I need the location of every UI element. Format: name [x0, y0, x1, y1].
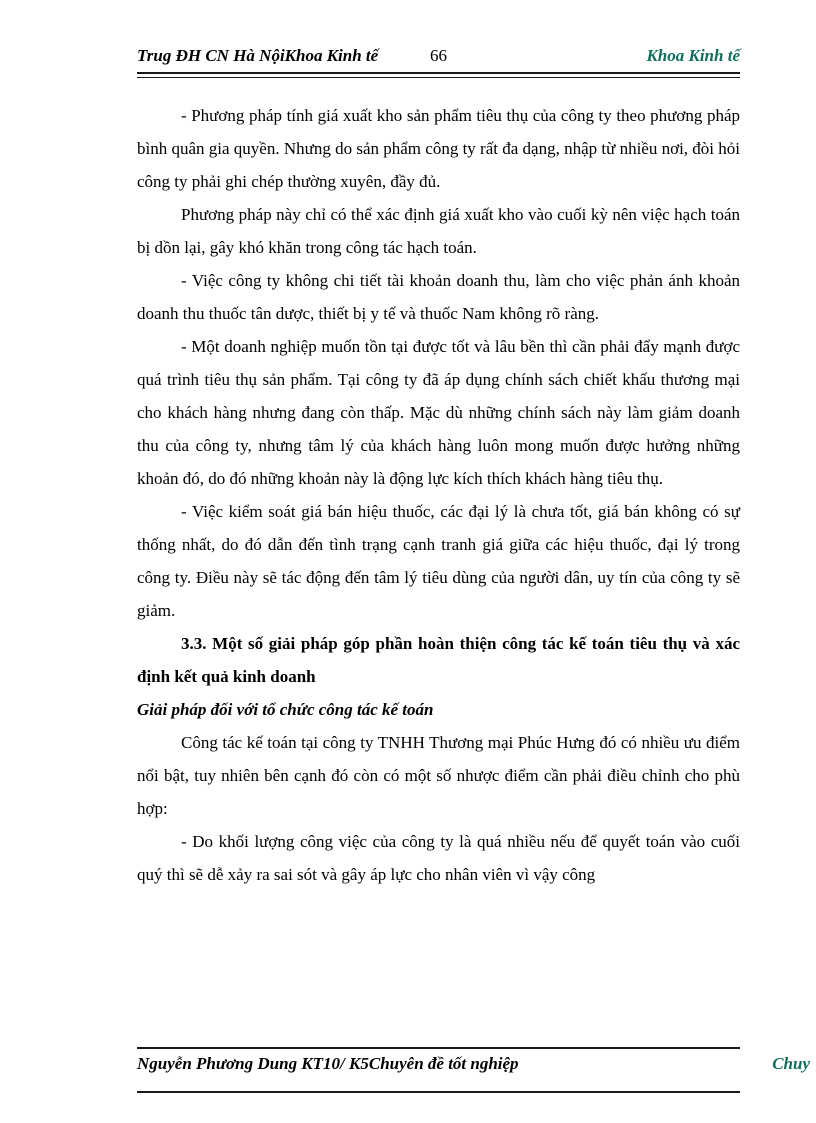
footer-rule-top: [137, 1047, 740, 1049]
header-page-number: 66: [430, 46, 447, 65]
section-heading: 3.3. Một số giải pháp góp phần hoàn thiện công tác kế toán tiêu thụ và xác định kết quả kinh doanh: [137, 634, 740, 686]
header-right-text: Khoa Kinh tế: [646, 46, 740, 65]
header-left-text: Trug ĐH CN Hà NộiKhoa Kinh tế: [137, 46, 379, 65]
footer-right-text: Chuy: [772, 1054, 810, 1073]
paragraph: Phương pháp này chỉ có thể xác định giá xuất kho vào cuối kỳ nên việc hạch toán bị dồn lại, gây khó khăn trong công tác hạch toán.: [137, 205, 740, 257]
header-double-rule: [137, 72, 740, 78]
paragraph: - Việc kiểm soát giá bán hiệu thuốc, các đại lý là chưa tốt, giá bán không có sự thống nhất, do đó dẫn đến tình trạng cạnh tranh giá giữa các hiệu thuốc, đại lý trong công ty. Điều này sẽ tác động đến tâm lý tiêu dùng của người dân, uy tín của công ty sẽ giảm.: [137, 502, 740, 620]
footer-left-text: Nguyễn Phương Dung KT10/ K5Chuyên đề tốt nghiệp: [137, 1054, 519, 1073]
document-body: [137, 99, 740, 891]
paragraph: - Một doanh nghiệp muốn tồn tại được tốt và lâu bền thì cần phải đẩy mạnh được quá trình tiêu thụ sản phẩm. Tại công ty đã áp dụng chính sách chiết khấu thương mại cho khách hàng nhưng đang còn thấp. Mặc dù những chính sách này làm giảm doanh thu của công ty, nhưng tâm lý của khách hàng luôn mong muốn được hưởng những khoản đó, do đó những khoản này là động lực kích thích khách hàng tiêu thụ.: [137, 337, 740, 488]
page-footer: [137, 1054, 810, 1078]
paragraph: - Phương pháp tính giá xuất kho sản phẩm tiêu thụ của công ty theo phương pháp bình quân gia quyền. Nhưng do sản phẩm công ty rất đa dạng, nhập từ nhiều nơi, đòi hỏi công ty phải ghi chép thường xuyên, đầy đủ.: [137, 106, 740, 191]
paragraph: - Việc công ty không chi tiết tài khoản doanh thu, làm cho việc phản ánh khoản doanh thu thuốc tân dược, thiết bị y tế và thuốc Nam không rõ ràng.: [137, 271, 740, 323]
paragraph: Công tác kế toán tại công ty TNHH Thương mại Phúc Hưng đó có nhiều ưu điểm nổi bật, tuy nhiên bên cạnh đó còn có một số nhược điểm cần phải điều chỉnh cho phù hợp:: [137, 733, 740, 818]
footer-rule-bottom: [137, 1091, 740, 1093]
page-header: [137, 46, 740, 70]
paragraph: - Do khối lượng công việc của công ty là quá nhiều nếu để quyết toán vào cuối quý thì sẽ dễ xảy ra sai sót và gây áp lực cho nhân viên vì vậy công: [137, 832, 740, 884]
subsection-heading: Giải pháp đối với tổ chức công tác kế toán: [137, 700, 434, 719]
